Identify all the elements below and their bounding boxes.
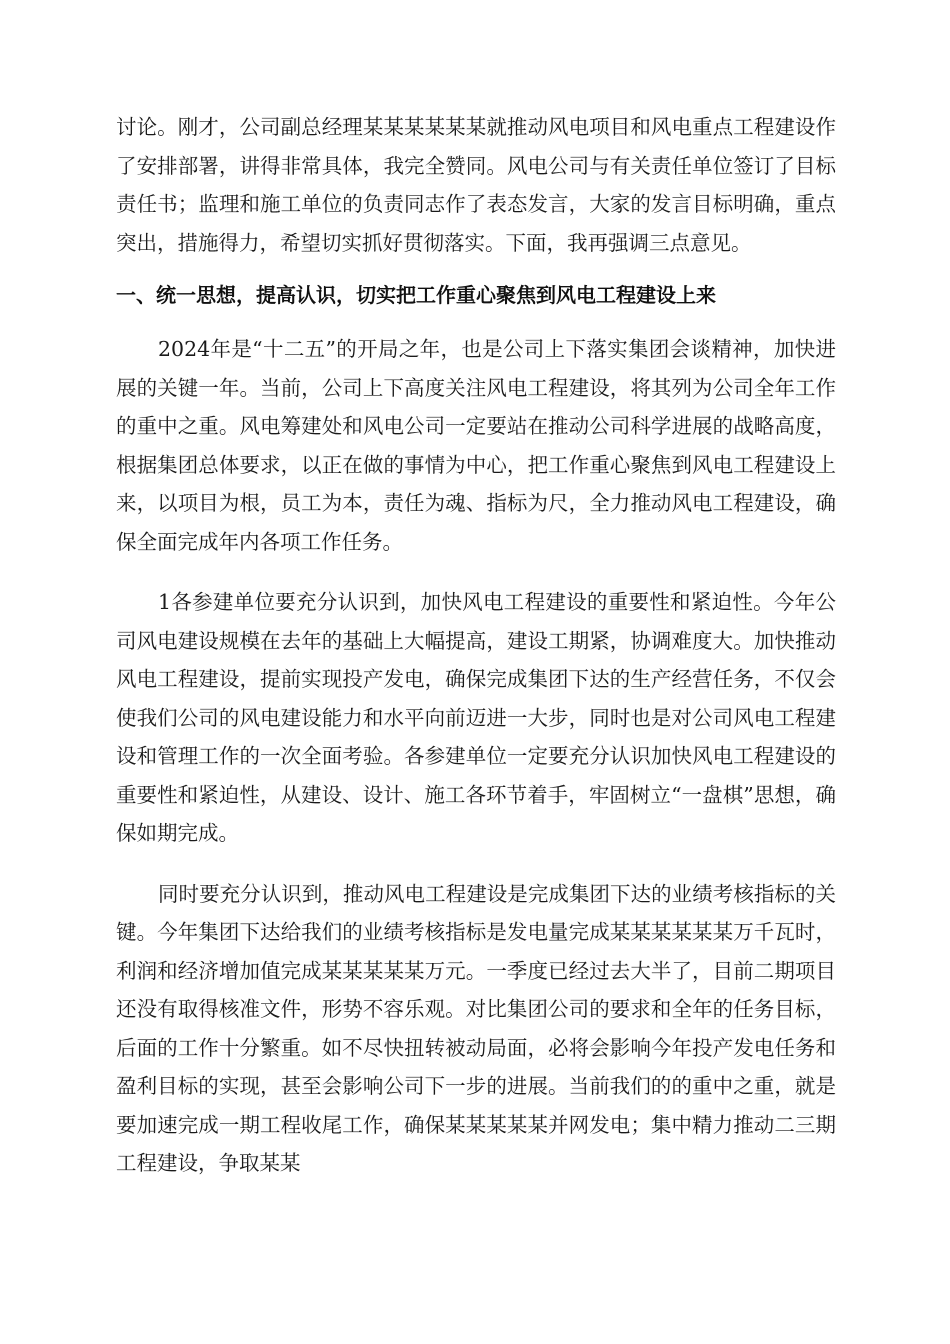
paragraph-point-2: 同时要充分认识到，推动风电工程建设是完成集团下达的业绩考核指标的关键。今年集团下达给我们的业绩考核指标是发电量完成某某某某某某万千瓦时，利润和经济增加值完成某某某某某万元。一季度已经过去大半了，目前二期项目还没有取得核准文件，形势不容乐观。对比集团公司的要求和全年的任务目标，后面的工作十分繁重。如不尽快扭转被动局面，必将会影响今年投产发电任务和盈利目标的实现，甚至会影响公司下一步的进展。当前我们的的重中之重，就是要加速完成一期工程收尾工作，确保某某某某某并网发电；集中精力推动二三期工程建设，争取某某 [116, 881, 836, 1175]
paragraph-section-1-overview: 2024年是“十二五”的开局之年，也是公司上下落实集团会谈精神，加快进展的关键一年。当前，公司上下高度关注风电工程建设，将其列为公司全年工作的重中之重。风电筹建处和风电公司一定要站在推动公司科学进展的战略高度，根据集团总体要求，以正在做的事情为中心，把工作重心聚焦到风电工程建设上来，以项目为根，员工为本，责任为魂、指标为尺，全力推动风电工程建设，确保全面完成年内各项工作任务。 [116, 337, 836, 554]
paragraph-spacer [116, 853, 836, 875]
paragraph-intro: 讨论。刚才，公司副总经理某某某某某某就推动风电项目和风电重点工程建设作了安排部署，讲得非常具体，我完全赞同。风电公司与有关责任单位签订了目标责任书；监理和施工单位的负责同志作了表态发言，大家的发言目标明确，重点突出，措施得力，希望切实抓好贯彻落实。下面，我再强调三点意见。 [116, 115, 836, 255]
document-body [116, 108, 836, 1183]
section-heading-1: 一、统一思想，提高认识，切实把工作重心聚焦到风电工程建设上来 [116, 283, 716, 307]
paragraph-spacer [116, 561, 836, 583]
paragraph-point-1: 1各参建单位要充分认识到，加快风电工程建设的重要性和紧迫性。今年公司风电建设规模在去年的基础上大幅提高，建设工期紧，协调难度大。加快推动风电工程建设，提前实现投产发电，确保完成集团下达的生产经营任务，不仅会使我们公司的风电建设能力和水平向前迈进一大步，同时也是对公司风电工程建设和管理工作的一次全面考验。各参建单位一定要充分认识加快风电工程建设的重要性和紧迫性，从建设、设计、施工各环节着手，牢固树立“一盘棋”思想，确保如期完成。 [116, 590, 836, 845]
